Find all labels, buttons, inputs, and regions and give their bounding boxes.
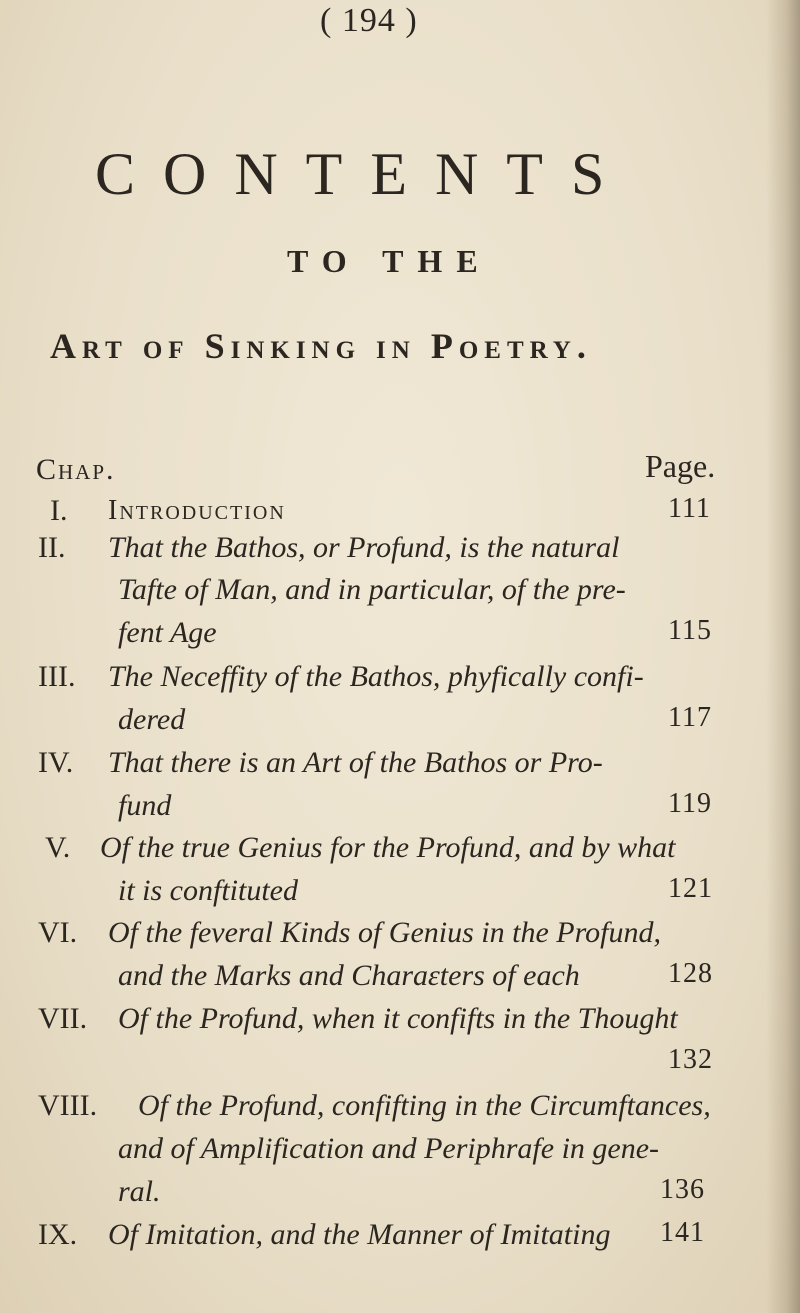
chapter-number: III. bbox=[38, 660, 76, 693]
chapter-title-line: fund bbox=[118, 789, 172, 822]
chapter-column-heading: Chap. bbox=[36, 453, 116, 486]
page-edge-shadow bbox=[766, 0, 800, 1313]
chapter-number: V. bbox=[45, 831, 71, 864]
chapter-title-line: Of the true Genius for the Profund, and by what bbox=[100, 831, 676, 864]
chapter-page-number: 136 bbox=[660, 1174, 705, 1205]
chapter-title-line: Of the Profund, when it confifts in the Thought bbox=[118, 1002, 678, 1035]
chapter-page-number: 111 bbox=[668, 493, 711, 524]
chapter-title-line: Of Imitation, and the Manner of Imitating bbox=[108, 1218, 611, 1251]
chapter-number: II. bbox=[38, 531, 66, 564]
contents-title: CONTENTS bbox=[95, 141, 633, 207]
book-title: Art of Sinking in Poetry. bbox=[50, 326, 592, 366]
chapter-title-line: Tafte of Man, and in particular, of the pre- bbox=[118, 573, 626, 606]
page-column-heading: Page. bbox=[645, 448, 716, 484]
toc-entry-7 bbox=[38, 998, 87, 1040]
chapter-number: VIII. bbox=[38, 1089, 98, 1122]
chapter-title-line: Of the feveral Kinds of Genius in the Profund, bbox=[108, 916, 661, 949]
chapter-title-line: and of Amplification and Periphrafe in gene- bbox=[118, 1132, 660, 1165]
chapter-title-line: and the Marks and Charaɛters of each bbox=[118, 959, 580, 992]
toc-entry-2 bbox=[38, 527, 65, 569]
chapter-page-number: 128 bbox=[668, 958, 713, 989]
chapter-page-number: 119 bbox=[668, 788, 712, 819]
chapter-page-number: 115 bbox=[668, 615, 712, 646]
toc-entry-6 bbox=[38, 912, 77, 954]
chapter-number: VI. bbox=[38, 916, 78, 949]
to-the-heading: TO THE bbox=[287, 243, 492, 279]
chapter-title-line: fent Age bbox=[118, 616, 217, 649]
toc-entry-3 bbox=[38, 656, 75, 698]
chapter-title-line: Introduction bbox=[108, 495, 286, 526]
toc-entry-1 bbox=[50, 490, 68, 532]
chapter-page-number: 141 bbox=[660, 1217, 705, 1248]
chapter-title-line: The Neceffity of the Bathos, phyfically confi- bbox=[108, 660, 644, 693]
toc-entry-8 bbox=[38, 1085, 97, 1127]
chapter-page-number: 132 bbox=[668, 1044, 713, 1075]
chapter-title-line: Of the Profund, confifting in the Circumftances, bbox=[138, 1089, 711, 1122]
toc-entry-9 bbox=[38, 1214, 77, 1256]
chapter-title-line: That the Bathos, or Profund, is the natural bbox=[108, 531, 620, 564]
chapter-title-line: That there is an Art of the Bathos or Pro- bbox=[108, 746, 603, 779]
page-number-header: ( 194 ) bbox=[320, 2, 418, 39]
toc-entry-4 bbox=[38, 742, 73, 784]
chapter-page-number: 121 bbox=[668, 873, 713, 904]
chapter-title-line: ral. bbox=[118, 1175, 161, 1208]
chapter-number: IV. bbox=[38, 746, 74, 779]
chapter-title-line: dered bbox=[118, 703, 186, 736]
toc-entry-5 bbox=[45, 827, 70, 869]
chapter-number: VII. bbox=[38, 1002, 88, 1035]
chapter-number: IX. bbox=[38, 1218, 78, 1251]
chapter-title-line: it is conftituted bbox=[118, 874, 298, 907]
chapter-page-number: 117 bbox=[668, 702, 712, 733]
chapter-number: I. bbox=[50, 494, 68, 527]
